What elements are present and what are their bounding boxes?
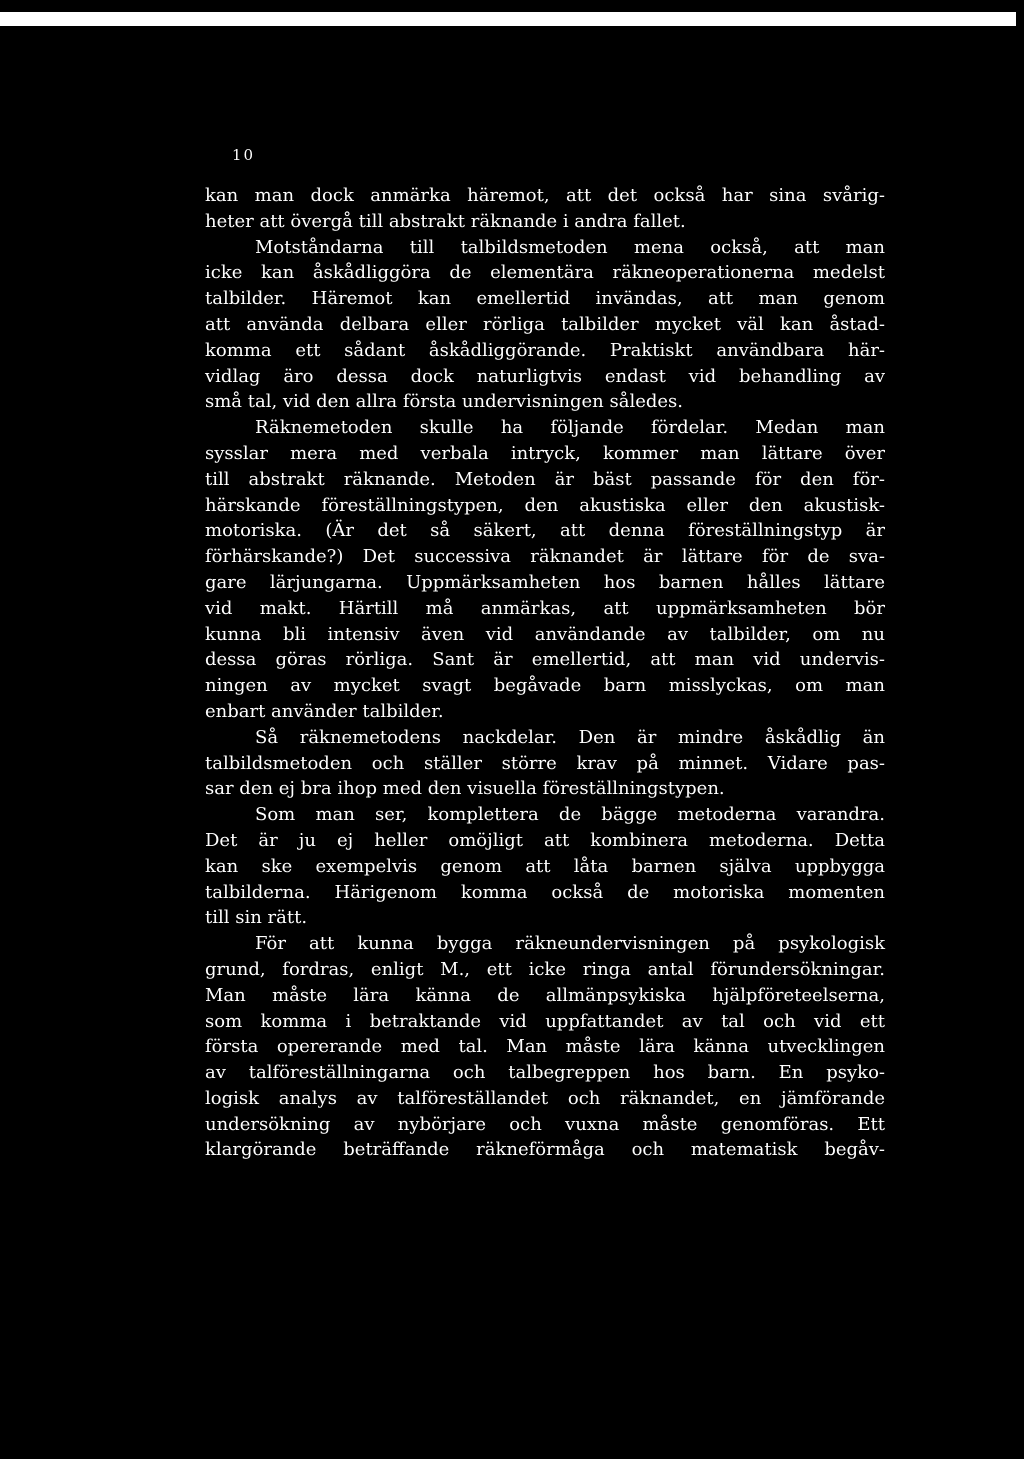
text-line: som komma i betraktande vid uppfattandet av tal och vid ett: [205, 1010, 885, 1032]
body-text: [205, 183, 885, 1163]
text-line: Det är ju ej heller omöjligt att kombinera metoderna. Detta: [205, 829, 885, 851]
text-line: kan man dock anmärka häremot, att det också har sina svårig-: [205, 185, 885, 206]
text-line: sysslar mera med verbala intryck, kommer man lättare över: [205, 442, 885, 464]
text-line: små tal, vid den allra första undervisningen således.: [205, 391, 683, 413]
text-line: kunna bli intensiv även vid användande av talbilder, om nu: [205, 623, 885, 645]
text-line: kan ske exempelvis genom att låta barnen själva uppbygga: [205, 855, 885, 877]
text-line: Motståndarna till talbildsmetoden mena också, att man: [255, 236, 885, 258]
text-line: motoriska. (Är det så säkert, att denna föreställningstyp är: [205, 520, 885, 542]
text-line: att använda delbara eller rörliga talbilder mycket väl kan åstad-: [205, 313, 885, 335]
text-line: klargörande beträffande räkneförmåga och matematisk begåv-: [205, 1139, 885, 1161]
text-line: gare lärjungarna. Uppmärksamheten hos barnen hålles lättare: [205, 571, 885, 593]
text-line: talbilder. Häremot kan emellertid invändas, att man genom: [205, 288, 885, 310]
text-line: heter att övergå till abstrakt räknande i andra fallet.: [205, 210, 686, 232]
text-line: talbilderna. Härigenom komma också de motoriska momenten: [205, 881, 885, 903]
text-line: icke kan åskådliggöra de elementära räkneoperationerna medelst: [205, 262, 885, 284]
text-line: För att kunna bygga räkneundervisningen på psykologisk: [255, 933, 885, 955]
text-line: sar den ej bra ihop med den visuella föreställningstypen.: [205, 778, 725, 800]
text-line: undersökning av nybörjare och vuxna måste genomföras. Ett: [205, 1113, 885, 1135]
text-line: härskande föreställningstypen, den akustiska eller den akustisk-: [205, 494, 885, 516]
text-line: Som man ser, komplettera de bägge metoderna varandra.: [255, 804, 885, 826]
text-line: vidlag äro dessa dock naturligtvis endast vid behandling av: [205, 365, 885, 387]
text-line: ningen av mycket svagt begåvade barn misslyckas, om man: [205, 675, 885, 697]
text-line: grund, fordras, enligt M., ett icke ringa antal förundersökningar.: [205, 958, 885, 980]
text-line: av talföreställningarna och talbegreppen hos barn. En psyko-: [205, 1062, 885, 1084]
top-border-rule-left: [0, 17, 290, 21]
text-line: förhärskande?) Det successiva räknandet är lättare för de sva-: [205, 546, 885, 568]
page-number: 10: [232, 146, 256, 164]
text-line: första opererande med tal. Man måste lära känna utvecklingen: [205, 1036, 885, 1058]
text-line: till sin rätt.: [205, 907, 308, 929]
text-line: talbildsmetoden och ställer större krav på minnet. Vidare pas-: [205, 752, 885, 774]
text-line: vid makt. Härtill må anmärkas, att uppmärksamheten bör: [205, 597, 885, 619]
text-line: till abstrakt räknande. Metoden är bäst passande för den för-: [205, 468, 885, 490]
text-line: Så räknemetodens nackdelar. Den är mindre åskådlig än: [255, 726, 885, 748]
text-line: dessa göras rörliga. Sant är emellertid, att man vid undervis-: [205, 649, 885, 671]
text-line: logisk analys av talföreställandet och räknandet, en jämförande: [205, 1087, 885, 1109]
text-line: enbart använder talbilder.: [205, 700, 444, 722]
text-line: komma ett sådant åskådliggörande. Praktiskt användbara här-: [205, 339, 885, 361]
text-line: Räknemetoden skulle ha följande fördelar. Medan man: [255, 417, 885, 439]
text-line: Man måste lära känna de allmänpsykiska hjälpföreteelserna,: [205, 984, 885, 1006]
